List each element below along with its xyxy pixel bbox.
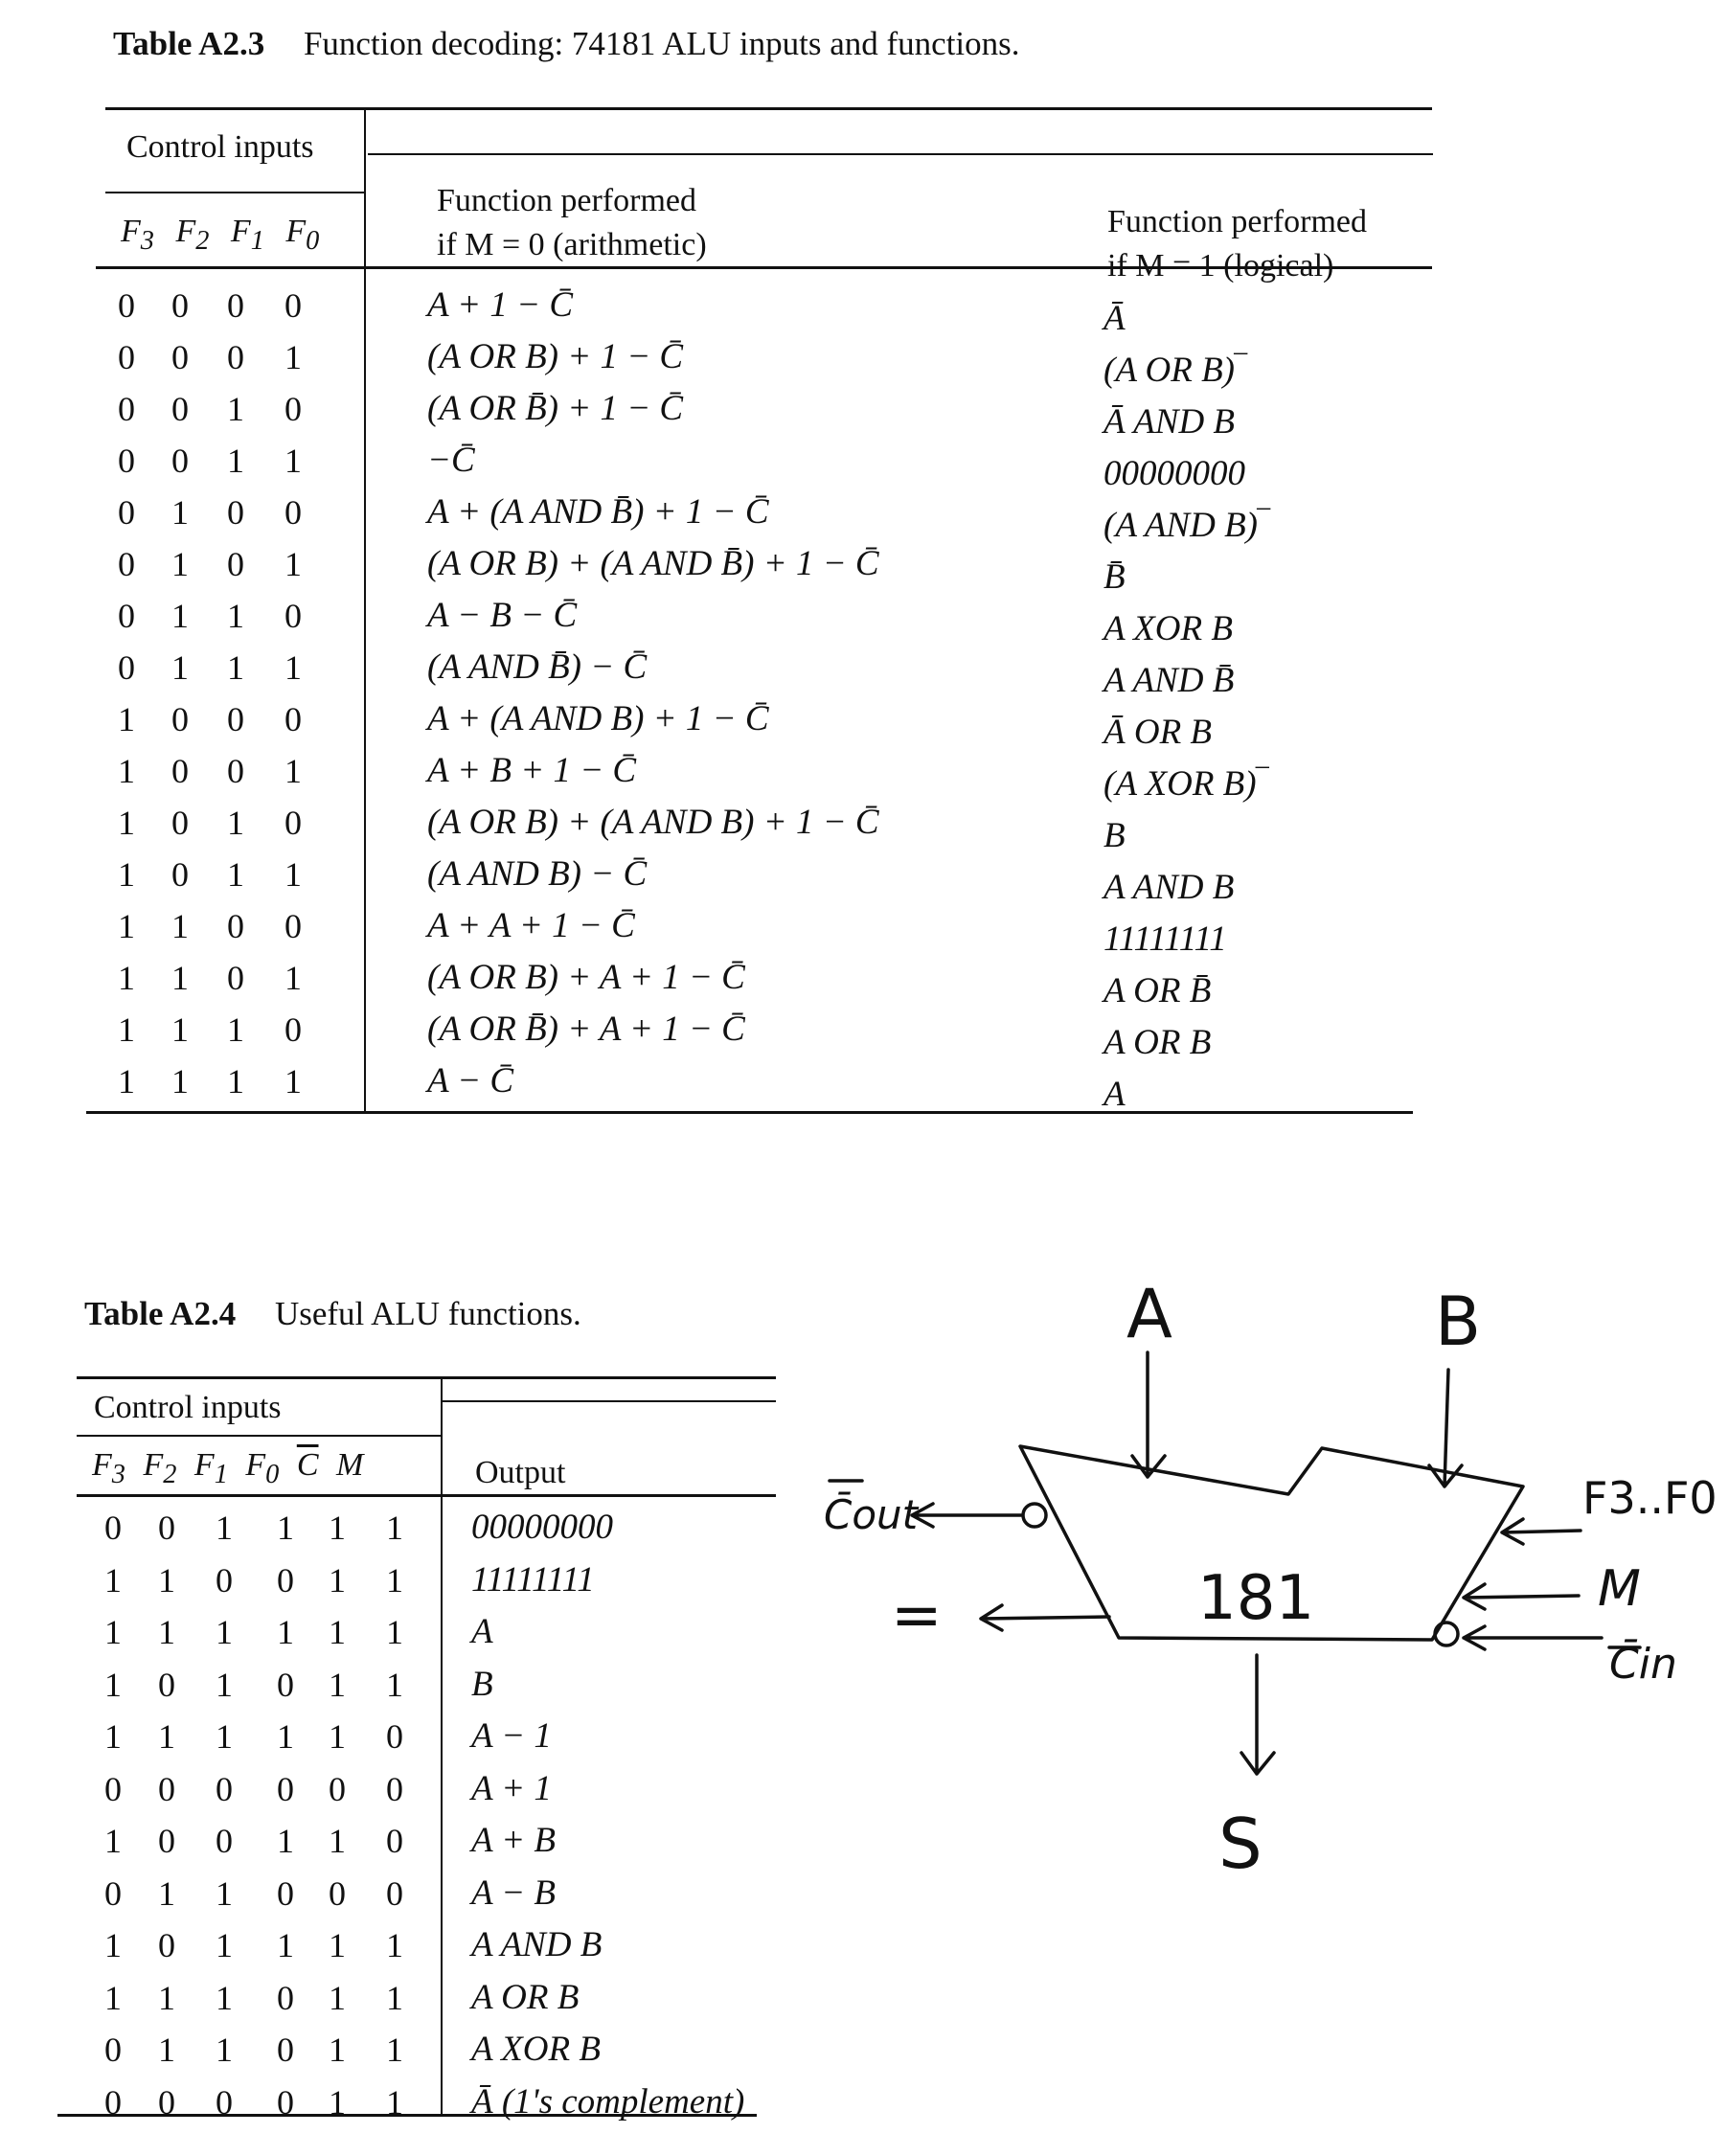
control-bit-f2: 1: [158, 1978, 175, 2017]
table-a2-4-output-header: Output: [475, 1455, 566, 1490]
output-function: 00000000: [471, 1508, 613, 1547]
arithmetic-function: (A OR B) + 1 − C̄: [427, 337, 684, 376]
carry-out-arrow: [912, 1504, 1021, 1527]
control-bit-f1: 1: [216, 1717, 233, 1756]
control-bit-f3: 1: [118, 1062, 135, 1101]
control-bit-f1: 0: [216, 2082, 233, 2122]
control-bit-f0: 1: [284, 648, 302, 687]
logical-function: (A XOR B)‾: [1103, 764, 1268, 804]
control-bit-m: 1: [386, 1978, 403, 2017]
logical-function: (A AND B)‾: [1103, 506, 1270, 545]
control-bit-f2: 1: [158, 1873, 175, 1913]
control-bit-c: 1: [329, 1509, 346, 1547]
control-bit-m: 0: [386, 1822, 403, 1860]
logical-function: A XOR B: [1103, 609, 1233, 648]
table-a2-4-control-inputs-header: Control inputs: [94, 1390, 282, 1425]
control-f-arrow: [1502, 1519, 1581, 1544]
control-bit-f2: 0: [171, 804, 189, 842]
control-bit-f1: 1: [216, 1613, 233, 1651]
control-m-arrow: [1464, 1584, 1579, 1609]
control-bit-f3: 0: [104, 1873, 122, 1913]
arithmetic-function: −C̄: [427, 441, 475, 480]
arithmetic-function: (A OR B) + (A AND B) + 1 − C̄: [427, 803, 879, 842]
output-function: A − 1: [471, 1716, 552, 1756]
control-bit-f2: 1: [158, 1717, 175, 1756]
control-bit-f2: 1: [158, 2031, 175, 2069]
control-bit-m: 1: [386, 1509, 403, 1547]
arithmetic-function: (A AND B̄) − C̄: [427, 647, 648, 687]
control-bit-f2: 1: [171, 907, 189, 945]
control-bit-c: 1: [329, 1978, 346, 2017]
control-bit-f3: 1: [118, 804, 135, 842]
arithmetic-function: A + B + 1 − C̄: [427, 751, 637, 790]
arithmetic-function: A + A + 1 − C̄: [427, 906, 635, 945]
control-bit-f3: 0: [118, 597, 135, 635]
control-bit-c: 1: [329, 1665, 346, 1704]
control-bit-m: 1: [386, 2031, 403, 2069]
control-bit-f3: 1: [104, 1665, 122, 1704]
control-bit-f3: 1: [118, 959, 135, 997]
control-bit-f2: 0: [158, 1665, 175, 1704]
control-bit-f0: 1: [284, 752, 302, 790]
arithmetic-function: (A AND B) − C̄: [427, 854, 648, 894]
control-bit-f0: 0: [277, 1560, 294, 1600]
control-bit-m: 1: [386, 2082, 403, 2122]
control-bit-m: 0: [386, 1873, 403, 1913]
control-bit-f1: 1: [216, 1978, 233, 2017]
control-bit-f2: 1: [171, 1010, 189, 1049]
control-bit-f3: 0: [118, 390, 135, 428]
arithmetic-function: A + 1 − C̄: [427, 285, 574, 325]
control-bit-f2: 1: [171, 1062, 189, 1101]
control-bit-f0: 0: [277, 2082, 294, 2122]
output-function: 11111111: [471, 1559, 595, 1600]
logical-function: 11111111: [1103, 919, 1227, 959]
control-bit-f2: 0: [171, 700, 189, 738]
control-bit-f2: 0: [171, 390, 189, 428]
sum-out-arrow: [1241, 1655, 1274, 1774]
sum-out-label: S: [1218, 1804, 1263, 1884]
control-bit-f2: 0: [158, 1509, 175, 1547]
control-bit-c: 1: [329, 1717, 346, 1756]
carry-in-bubble: [1435, 1623, 1458, 1645]
control-bit-f3: 1: [118, 1010, 135, 1049]
control-bit-f3: 1: [104, 1978, 122, 2017]
control-bit-f2: 1: [158, 1560, 175, 1600]
arithmetic-function: (A OR B) + (A AND B̄) + 1 − C̄: [427, 544, 879, 583]
control-bit-c: 0: [329, 1873, 346, 1913]
control-bit-f1: 1: [216, 1873, 233, 1913]
equal-out-label: =: [891, 1580, 943, 1651]
control-bit-f3: 0: [104, 1769, 122, 1808]
control-bit-f1: 1: [216, 1509, 233, 1547]
control-bit-f3: 0: [118, 442, 135, 480]
input-a-arrow: [1132, 1352, 1165, 1477]
control-bit-c: 1: [329, 1613, 346, 1651]
control-bit-f3: 0: [104, 2082, 122, 2122]
arithmetic-function: A − C̄: [427, 1061, 514, 1101]
control-bit-c: 1: [329, 2082, 346, 2122]
control-bit-f2: 0: [171, 338, 189, 376]
output-function: A: [471, 1612, 493, 1651]
control-bit-f1: 0: [227, 959, 244, 997]
control-bit-m: 0: [386, 1717, 403, 1756]
control-bit-f1: 0: [227, 493, 244, 532]
table-a2-4-control-labels: $F_3$ $F_2$ $F_1$ $F_0$ $\overline{C}$ M: [92, 1447, 364, 1489]
table-a2-3-arith-header-2: if M = 0 (arithmetic): [437, 227, 707, 262]
control-bit-f0: 1: [277, 1926, 294, 1964]
control-bit-f2: 0: [158, 1769, 175, 1808]
control-bit-f1: 0: [227, 752, 244, 790]
control-bit-f2: 1: [171, 493, 189, 532]
table-a2-4-title: Useful ALU functions.: [274, 1295, 581, 1332]
carry-out-label: C̄out: [824, 1491, 919, 1538]
table-a2-3-control-labels: $F_3$ $F_2$ $F_1$ $F_0$: [121, 214, 320, 256]
table-a2-3-arith-header-1: Function performed: [437, 183, 696, 218]
control-bit-f0: 0: [284, 1010, 302, 1049]
control-bit-f0: 1: [284, 1062, 302, 1101]
control-bit-f1: 0: [216, 1769, 233, 1808]
input-b-label: B: [1435, 1282, 1482, 1361]
control-bit-m: 1: [386, 1613, 403, 1651]
control-bit-f0: 0: [284, 597, 302, 635]
control-bit-f0: 0: [277, 1665, 294, 1704]
control-bit-c: 1: [329, 1560, 346, 1600]
logical-function: A OR B̄: [1103, 971, 1212, 1010]
control-bit-f0: 1: [284, 545, 302, 583]
logical-function: A: [1103, 1075, 1126, 1114]
output-function: A − B: [471, 1872, 557, 1913]
control-bit-f1: 0: [227, 700, 244, 738]
carry-out-bubble: [1023, 1504, 1046, 1527]
control-bit-f2: 0: [158, 2082, 175, 2122]
control-m-label: M: [1598, 1560, 1641, 1618]
control-bit-f3: 0: [118, 338, 135, 376]
control-bit-f0: 0: [284, 493, 302, 532]
control-bit-f3: 1: [118, 700, 135, 738]
control-bit-m: 1: [386, 1560, 403, 1600]
control-bit-f1: 1: [227, 855, 244, 894]
control-bit-f2: 0: [171, 442, 189, 480]
logical-function: Ā OR B: [1103, 713, 1213, 752]
control-bit-f3: 1: [104, 1560, 122, 1600]
control-bit-c: 1: [329, 1926, 346, 1964]
control-bit-f0: 0: [284, 700, 302, 738]
control-bit-f2: 1: [171, 959, 189, 997]
table-a2-3-control-inputs-header: Control inputs: [126, 129, 314, 165]
control-bit-f3: 1: [118, 855, 135, 894]
control-bit-f1: 0: [227, 338, 244, 376]
control-bit-f1: 0: [227, 907, 244, 945]
equal-out-arrow: [981, 1605, 1109, 1630]
control-bit-f1: 0: [216, 1560, 233, 1600]
control-bit-f0: 1: [284, 442, 302, 480]
control-bit-f0: 0: [284, 390, 302, 428]
logical-function: (A OR B)‾: [1103, 351, 1247, 390]
chip-label: 181: [1197, 1563, 1315, 1634]
control-bit-f0: 1: [277, 1717, 294, 1756]
control-bit-f3: 0: [118, 545, 135, 583]
control-bit-f1: 1: [227, 804, 244, 842]
control-bit-f1: 0: [227, 545, 244, 583]
control-bit-f3: 1: [104, 1822, 122, 1860]
control-bit-f1: 0: [216, 1822, 233, 1860]
carry-in-label: C̄in: [1609, 1640, 1677, 1689]
control-bit-f3: 0: [118, 648, 135, 687]
output-function: A AND B: [471, 1925, 603, 1964]
control-bit-m: 1: [386, 1665, 403, 1704]
control-bit-f2: 1: [171, 648, 189, 687]
arithmetic-function: (A OR B̄) + 1 − C̄: [427, 389, 684, 428]
control-bit-f0: 0: [277, 1873, 294, 1913]
control-bit-f3: 1: [118, 752, 135, 790]
control-bit-c: 1: [329, 2031, 346, 2069]
logical-function: B̄: [1103, 557, 1126, 597]
output-function: A XOR B: [471, 2030, 601, 2069]
control-bit-f3: 0: [118, 286, 135, 325]
arithmetic-function: (A OR B) + A + 1 − C̄: [427, 958, 745, 997]
control-bit-f1: 0: [227, 286, 244, 325]
control-bit-f1: 1: [227, 597, 244, 635]
control-f-label: F3..F0: [1582, 1472, 1718, 1524]
control-bit-f0: 1: [284, 338, 302, 376]
control-bit-f2: 1: [171, 597, 189, 635]
control-bit-m: 0: [386, 1769, 403, 1808]
output-function: A + 1: [471, 1768, 552, 1808]
control-bit-f3: 1: [104, 1613, 122, 1651]
control-bit-f2: 0: [171, 286, 189, 325]
logical-function: A OR B: [1103, 1023, 1212, 1062]
control-bit-f1: 1: [227, 1062, 244, 1101]
control-bit-f1: 1: [227, 1010, 244, 1049]
control-bit-f1: 1: [227, 390, 244, 428]
control-bit-f0: 1: [277, 1613, 294, 1651]
control-bit-f1: 1: [216, 1665, 233, 1704]
control-bit-f3: 0: [104, 1509, 122, 1547]
control-bit-f0: 1: [284, 959, 302, 997]
control-bit-f0: 0: [284, 286, 302, 325]
output-function: A OR B: [471, 1977, 580, 2017]
logical-function: A AND B: [1103, 868, 1235, 907]
control-bit-f0: 0: [284, 804, 302, 842]
control-bit-f3: 1: [118, 907, 135, 945]
output-function: B: [471, 1664, 493, 1704]
control-bit-f0: 0: [277, 1769, 294, 1808]
control-bit-c: 1: [329, 1822, 346, 1860]
table-a2-3-logic-header-2: if M = 1 (logical): [1107, 248, 1334, 284]
table-a2-3-title: Function decoding: 74181 ALU inputs and functions.: [303, 25, 1020, 62]
control-bit-f1: 1: [216, 2031, 233, 2069]
arithmetic-function: A − B − C̄: [427, 596, 578, 635]
control-bit-m: 1: [386, 1926, 403, 1964]
input-a-label: A: [1126, 1275, 1172, 1353]
control-bit-f0: 1: [277, 1822, 294, 1860]
table-a2-3-label: Table A2.3: [113, 25, 265, 62]
control-bit-c: 0: [329, 1769, 346, 1808]
carry-in-arrow: [1464, 1626, 1602, 1649]
table-a2-3-logic-header-1: Function performed: [1107, 204, 1367, 239]
control-bit-f0: 0: [284, 907, 302, 945]
logical-function: A AND B̄: [1103, 661, 1235, 700]
control-bit-f3: 1: [104, 1926, 122, 1964]
arithmetic-function: (A OR B̄) + A + 1 − C̄: [427, 1010, 745, 1049]
table-a2-4-label: Table A2.4: [84, 1295, 237, 1332]
arithmetic-function: A + (A AND B) + 1 − C̄: [427, 699, 769, 738]
output-function: A + B: [471, 1821, 557, 1860]
control-bit-f2: 0: [171, 752, 189, 790]
control-bit-f1: 1: [227, 648, 244, 687]
logical-function: Ā AND B: [1103, 402, 1236, 442]
control-bit-f3: 1: [104, 1717, 122, 1756]
control-bit-f0: 0: [277, 2031, 294, 2069]
arithmetic-function: A + (A AND B̄) + 1 − C̄: [427, 492, 769, 532]
logical-function: 00000000: [1103, 454, 1245, 493]
output-function: Ā (1's complement): [471, 2081, 745, 2122]
control-bit-f1: 1: [216, 1926, 233, 1964]
logical-function: Ā: [1103, 299, 1126, 338]
control-bit-f2: 0: [158, 1926, 175, 1964]
control-bit-f3: 0: [118, 493, 135, 532]
control-bit-f2: 0: [158, 1822, 175, 1860]
control-bit-f2: 0: [171, 855, 189, 894]
control-bit-f2: 1: [171, 545, 189, 583]
control-bit-f3: 0: [104, 2031, 122, 2069]
control-bit-f2: 1: [158, 1613, 175, 1651]
control-bit-f0: 1: [284, 855, 302, 894]
control-bit-f0: 1: [277, 1509, 294, 1547]
logical-function: B: [1103, 816, 1126, 855]
control-bit-f0: 0: [277, 1978, 294, 2017]
control-bit-f1: 1: [227, 442, 244, 480]
